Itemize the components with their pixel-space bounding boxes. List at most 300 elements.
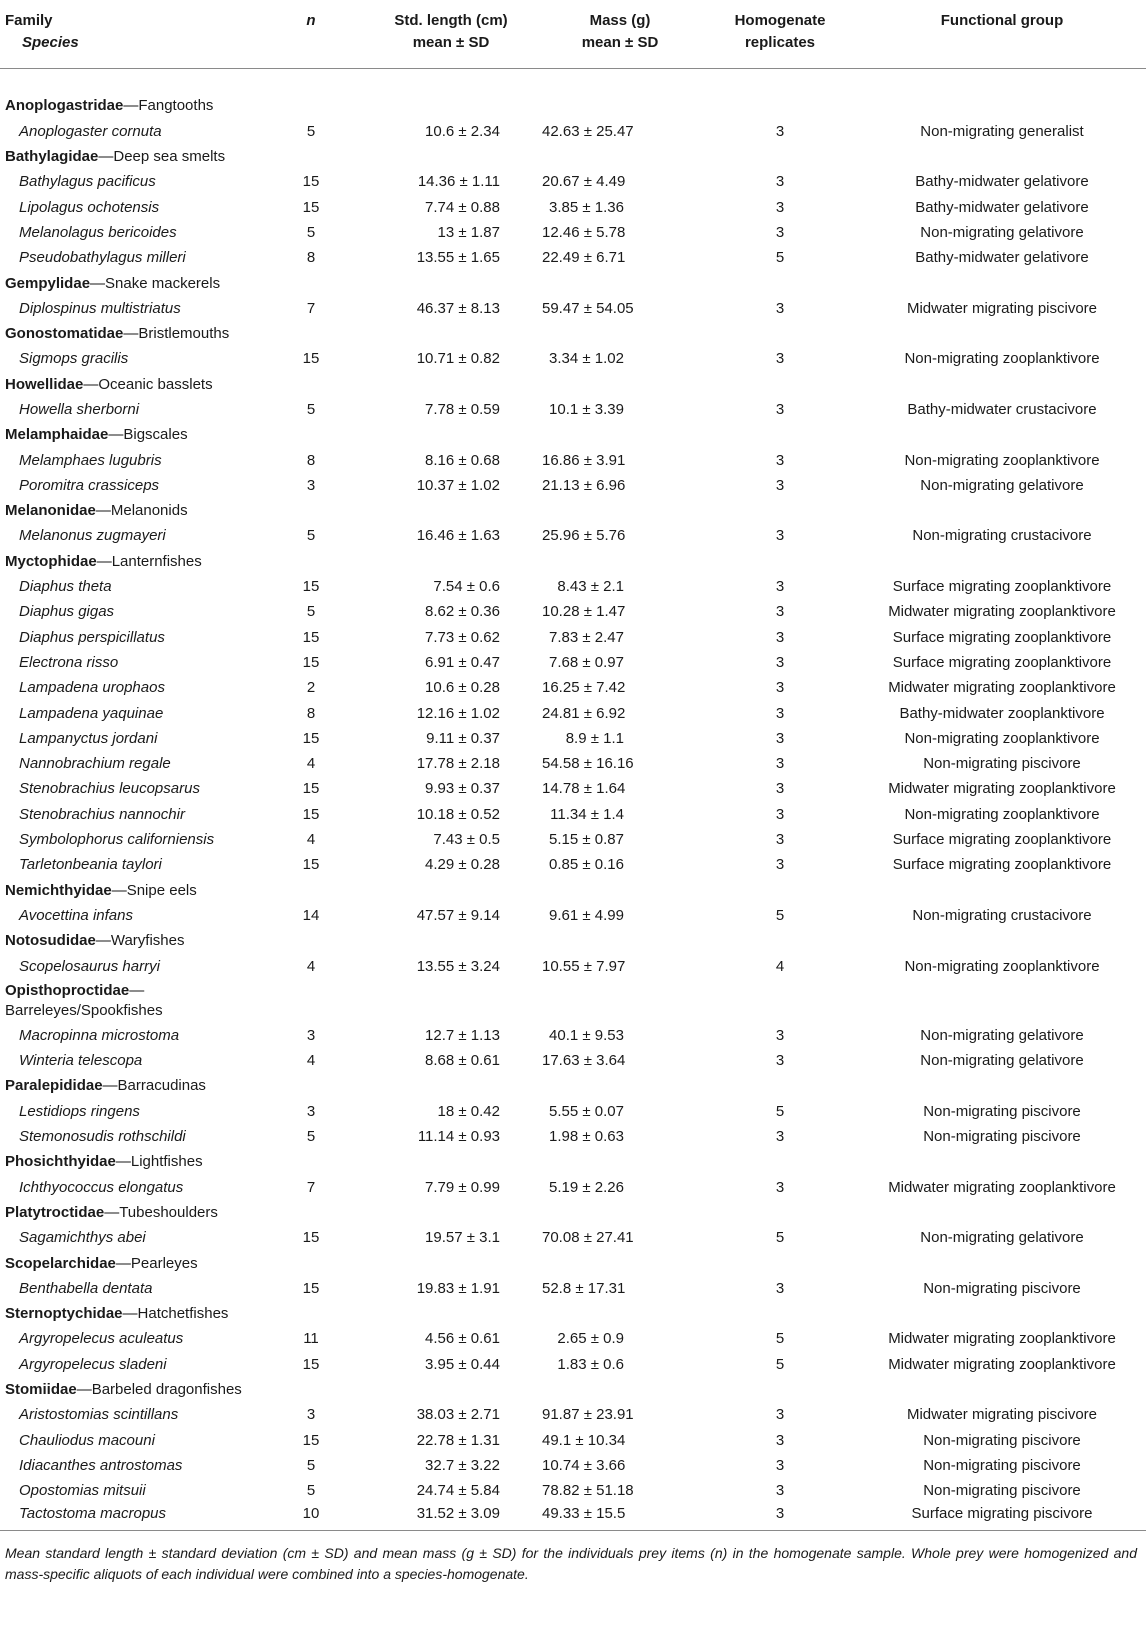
spacer-row	[0, 69, 1146, 94]
length-cell: 13.55 ± 1.65	[416, 249, 500, 267]
species-cell: Lampadena urophaos	[19, 679, 165, 697]
table-row	[0, 1479, 1146, 1504]
functional-group-cell: Non-migrating crustacivore	[912, 906, 1092, 924]
table-row	[0, 296, 1146, 321]
length-cell: 8.62 ± 0.36	[425, 603, 500, 621]
table-row	[0, 1048, 1146, 1073]
family-name: Gonostomatidae	[5, 325, 124, 343]
species-cell: Diaphus theta	[19, 578, 112, 596]
length-cell: 10.71 ± 0.82	[416, 350, 500, 368]
table-row	[0, 1124, 1146, 1149]
n-cell: 5	[306, 1456, 316, 1474]
mass-cell: 25.96 ± 5.76	[542, 527, 626, 545]
n-cell: 3	[306, 1102, 316, 1120]
replicates-cell: 3	[775, 1052, 785, 1070]
table-row	[0, 195, 1146, 220]
mass-cell: 2.65 ± 0.9	[557, 1330, 624, 1348]
family-name: Opisthoproctidae	[5, 982, 130, 1000]
table-body	[0, 69, 1146, 1531]
functional-group-cell: Surface migrating zooplanktivore	[892, 653, 1112, 671]
length-cell: 3.95 ± 0.44	[425, 1355, 500, 1373]
species-cell: Idiacanthes antrostomas	[19, 1456, 183, 1474]
species-cell: Opostomias mitsuii	[19, 1482, 146, 1500]
length-cell: 12.16 ± 1.02	[416, 704, 500, 722]
n-cell: 4	[306, 1052, 316, 1070]
length-cell: 10.6 ± 0.28	[425, 679, 500, 697]
n-cell: 7	[306, 299, 316, 317]
functional-group-cell: Non-migrating gelativore	[920, 476, 1084, 494]
mass-cell: 10.28 ± 1.47	[542, 603, 626, 621]
species-cell: Diaphus gigas	[19, 603, 115, 621]
n-cell: 5	[306, 1482, 316, 1500]
header-n-label: n	[306, 12, 316, 29]
n-cell: 15	[302, 780, 320, 798]
species-cell: Melanonus zugmayeri	[19, 527, 166, 545]
functional-group-cell: Midwater migrating piscivore	[906, 299, 1098, 317]
species-cell: Electrona risso	[19, 653, 119, 671]
family-name: Myctophidae	[5, 552, 97, 570]
family-name: Sternoptychidae	[5, 1305, 123, 1323]
length-cell: 13 ± 1.87	[437, 223, 500, 241]
mass-cell: 20.67 ± 4.49	[542, 173, 626, 191]
family-common-name: —Deep sea smelts	[98, 148, 226, 166]
table-row	[0, 853, 1146, 878]
replicates-cell: 3	[775, 527, 785, 545]
functional-group-cell: Midwater migrating zooplanktivore	[888, 1330, 1116, 1348]
functional-group-cell: Bathy-midwater zooplanktivore	[899, 704, 1105, 722]
table-row	[0, 954, 1146, 979]
mass-cell: 7.68 ± 0.97	[549, 653, 624, 671]
n-cell: 8	[306, 451, 316, 469]
replicates-cell: 5	[775, 1229, 785, 1247]
functional-group-cell: Midwater migrating zooplanktivore	[888, 679, 1116, 697]
species-cell: Diaphus perspicillatus	[19, 628, 165, 646]
family-cell	[0, 1074, 1146, 1099]
header-n	[258, 0, 364, 69]
replicates-cell: 3	[775, 603, 785, 621]
functional-group-cell: Bathy-midwater gelativore	[915, 198, 1089, 216]
family-common-name: —Barbeled dragonfishes	[76, 1380, 242, 1398]
species-cell: Pseudobathylagus milleri	[19, 249, 186, 267]
family-cell	[0, 1150, 1146, 1175]
family-common-name: —Lanternfishes	[96, 552, 202, 570]
replicates-cell: 3	[775, 1279, 785, 1297]
table-row	[0, 1226, 1146, 1251]
species-cell: Stemonosudis rothschildi	[19, 1128, 186, 1146]
n-cell: 10	[258, 1504, 364, 1531]
header-functional-group	[858, 0, 1146, 69]
family-cell	[0, 94, 1146, 119]
species-cell: Aristostomias scintillans	[19, 1406, 179, 1424]
length-cell: 8.68 ± 0.61	[425, 1052, 500, 1070]
species-cell: Benthabella dentata	[19, 1279, 153, 1297]
replicates-cell: 3	[775, 653, 785, 671]
length-cell: 7.79 ± 0.99	[425, 1178, 500, 1196]
family-row	[0, 878, 1146, 903]
family-cell	[0, 878, 1146, 903]
length-cell: 9.93 ± 0.37	[425, 780, 500, 798]
replicates-cell: 3	[775, 198, 785, 216]
header-family-label: Family	[5, 12, 53, 29]
species-cell: Poromitra crassiceps	[19, 476, 160, 494]
header-functional-label: Functional group	[940, 12, 1064, 29]
species-cell: Sagamichthys abei	[19, 1229, 146, 1247]
functional-group-cell: Bathy-midwater gelativore	[915, 173, 1089, 191]
family-cell	[0, 1377, 1146, 1402]
n-cell: 3	[306, 1406, 316, 1424]
species-cell: Bathylagus pacificus	[19, 173, 156, 191]
table-row	[0, 903, 1146, 928]
family-cell	[0, 549, 1146, 574]
length-cell: 7.74 ± 0.88	[425, 198, 500, 216]
species-cell: Melanolagus bericoides	[19, 223, 177, 241]
family-cell	[0, 144, 1146, 169]
mass-cell: 52.8 ± 17.31	[542, 1279, 626, 1297]
functional-group-cell: Midwater migrating zooplanktivore	[888, 603, 1116, 621]
species-cell: Winteria telescopa	[19, 1052, 143, 1070]
family-name: Phosichthyidae	[5, 1153, 116, 1171]
table-row	[0, 827, 1146, 852]
family-cell	[0, 1200, 1146, 1225]
mass-cell: 8.43 ± 2.1	[557, 578, 624, 596]
functional-group-cell: Non-migrating piscivore	[923, 1102, 1081, 1120]
replicates-cell: 3	[775, 704, 785, 722]
family-row	[0, 1200, 1146, 1225]
mass-cell: 22.49 ± 6.71	[542, 249, 626, 267]
n-cell: 4	[306, 755, 316, 773]
mass-cell: 42.63 ± 25.47	[542, 122, 634, 140]
table-row	[0, 574, 1146, 599]
table-row	[0, 701, 1146, 726]
length-cell: 19.57 ± 3.1	[425, 1229, 500, 1247]
length-cell: 19.83 ± 1.91	[416, 1279, 500, 1297]
length-cell: 22.78 ± 1.31	[416, 1431, 500, 1449]
n-cell: 15	[302, 856, 320, 874]
n-cell: 4	[306, 831, 316, 849]
functional-group-cell: Midwater migrating zooplanktivore	[888, 780, 1116, 798]
table-row	[0, 347, 1146, 372]
replicates-cell: 3	[775, 299, 785, 317]
length-cell: 46.37 ± 8.13	[416, 299, 500, 317]
functional-group-cell: Bathy-midwater gelativore	[915, 249, 1089, 267]
header-mass-label: Mass (g)	[589, 12, 651, 29]
header-homogenate-sub: replicates	[744, 34, 816, 51]
species-cell: Argyropelecus aculeatus	[19, 1330, 184, 1348]
mass-cell: 5.19 ± 2.26	[549, 1178, 624, 1196]
mass-cell: 17.63 ± 3.64	[542, 1052, 626, 1070]
table-row	[0, 726, 1146, 751]
table-row	[0, 752, 1146, 777]
header-homogenate	[702, 0, 858, 69]
family-cell	[0, 499, 1146, 524]
functional-group-cell: Non-migrating gelativore	[920, 223, 1084, 241]
n-cell: 15	[302, 628, 320, 646]
functional-group-cell: Non-migrating piscivore	[923, 755, 1081, 773]
length-cell: 32.7 ± 3.22	[425, 1456, 500, 1474]
replicates-cell: 3	[775, 1128, 785, 1146]
mass-cell: 3.34 ± 1.02	[549, 350, 624, 368]
mass-cell: 1.83 ± 0.6	[557, 1355, 624, 1373]
family-row	[0, 1150, 1146, 1175]
header-length	[364, 0, 538, 69]
species-cell: Tactostoma macropus	[0, 1504, 258, 1531]
table-row	[0, 220, 1146, 245]
header-mass-sub: mean ± SD	[581, 34, 659, 51]
table-row	[0, 473, 1146, 498]
mass-cell: 54.58 ± 16.16	[542, 755, 634, 773]
functional-group-cell: Non-migrating zooplanktivore	[904, 451, 1100, 469]
species-cell: Avocettina infans	[19, 906, 133, 924]
replicates-cell: 3	[775, 401, 785, 418]
family-row	[0, 549, 1146, 574]
mass-cell: 0.85 ± 0.16	[549, 856, 624, 874]
family-row	[0, 423, 1146, 448]
mass-cell: 5.55 ± 0.07	[549, 1102, 624, 1120]
family-common-name: —Oceanic basslets	[83, 375, 213, 393]
family-row	[0, 929, 1146, 954]
family-common-name: —Lightfishes	[115, 1153, 203, 1171]
functional-group-cell: Non-migrating piscivore	[923, 1128, 1081, 1146]
mass-cell: 78.82 ± 51.18	[542, 1482, 634, 1500]
species-cell: Stenobrachius leucopsarus	[19, 780, 200, 798]
n-cell: 15	[302, 350, 320, 368]
functional-group-cell: Non-migrating generalist	[920, 122, 1084, 140]
table-footnote: Mean standard length ± standard deviation (cm ± SD) and mean mass (g ± SD) for the individuals prey items (n) in the homogenate sample. Whole prey were homogenized and mass-specific aliquots of each individual were combined into a species-homogenate.	[5, 1545, 1137, 1582]
functional-group-cell: Non-migrating piscivore	[923, 1431, 1081, 1449]
functional-group-cell: Non-migrating piscivore	[923, 1482, 1081, 1500]
functional-group-cell: Surface migrating zooplanktivore	[892, 578, 1112, 596]
length-cell: 16.46 ± 1.63	[416, 527, 500, 545]
family-common-name: —Waryfishes	[95, 932, 185, 950]
family-row	[0, 1074, 1146, 1099]
replicates-cell: 3	[775, 173, 785, 191]
n-cell: 15	[302, 729, 320, 747]
replicates-cell: 5	[775, 1330, 785, 1348]
mass-cell: 16.86 ± 3.91	[542, 451, 626, 469]
table-row	[0, 676, 1146, 701]
functional-group-cell: Bathy-midwater crustacivore	[907, 401, 1097, 418]
family-cell	[0, 1301, 1146, 1326]
family-row	[0, 271, 1146, 296]
species-cell: Chauliodus macouni	[19, 1431, 155, 1449]
table-row	[0, 448, 1146, 473]
length-cell: 38.03 ± 2.71	[416, 1406, 500, 1424]
n-cell: 5	[306, 122, 316, 140]
length-cell: 10.37 ± 1.02	[416, 476, 500, 494]
mass-cell: 10.55 ± 7.97	[542, 957, 626, 975]
n-cell: 2	[306, 679, 316, 697]
mass-cell: 3.85 ± 1.36	[549, 198, 624, 216]
replicates-cell: 3	[702, 1504, 858, 1531]
family-row	[0, 1251, 1146, 1276]
header-length-sub: mean ± SD	[412, 34, 490, 51]
table-row	[0, 1023, 1146, 1048]
table-row	[0, 397, 1146, 422]
mass-cell: 21.13 ± 6.96	[542, 476, 626, 494]
functional-group-cell: Non-migrating piscivore	[923, 1279, 1081, 1297]
length-cell: 13.55 ± 3.24	[416, 957, 500, 975]
mass-cell: 5.15 ± 0.87	[549, 831, 624, 849]
table-row	[0, 1352, 1146, 1377]
species-cell: Howella sherborni	[19, 401, 140, 418]
table-header	[0, 0, 1146, 69]
table-row	[0, 524, 1146, 549]
family-common-name: —Snake mackerels	[90, 274, 221, 292]
replicates-cell: 5	[775, 1355, 785, 1373]
functional-group-cell: Non-migrating gelativore	[920, 1026, 1084, 1044]
species-cell: Anoplogaster cornuta	[19, 122, 162, 140]
species-cell: Lampanyctus jordani	[19, 729, 158, 747]
family-name: Scopelarchidae	[5, 1254, 116, 1272]
family-common-name: —Tubeshoulders	[104, 1203, 218, 1221]
replicates-cell: 3	[775, 1482, 785, 1500]
table-row	[0, 777, 1146, 802]
n-cell: 15	[302, 198, 320, 216]
mass-cell: 49.1 ± 10.34	[542, 1431, 626, 1449]
length-cell: 11.14 ± 0.93	[417, 1128, 500, 1146]
species-cell: Lampadena yaquinae	[19, 704, 164, 722]
functional-group-cell: Midwater migrating zooplanktivore	[888, 1355, 1116, 1373]
mass-cell: 40.1 ± 9.53	[549, 1026, 624, 1044]
table-row	[0, 1504, 1146, 1531]
n-cell: 8	[306, 249, 316, 267]
table-row	[0, 650, 1146, 675]
replicates-cell: 3	[775, 122, 785, 140]
replicates-cell: 3	[775, 578, 785, 596]
mass-cell: 9.61 ± 4.99	[549, 906, 624, 924]
functional-group-cell: Surface migrating piscivore	[858, 1504, 1146, 1531]
species-cell: Nannobrachium regale	[19, 755, 171, 773]
family-row	[0, 499, 1146, 524]
length-cell: 10.6 ± 2.34	[425, 122, 500, 140]
replicates-cell: 3	[775, 628, 785, 646]
table-row	[0, 246, 1146, 271]
n-cell: 5	[306, 223, 316, 241]
length-cell: 7.54 ± 0.6	[433, 578, 500, 596]
replicates-cell: 3	[775, 1406, 785, 1424]
family-name: Notosudidae	[5, 932, 96, 950]
length-cell: 4.29 ± 0.28	[425, 856, 500, 874]
functional-group-cell: Non-migrating gelativore	[920, 1052, 1084, 1070]
family-name: Paralepididae	[5, 1077, 103, 1095]
header-row	[0, 0, 1146, 69]
species-cell: Macropinna microstoma	[19, 1026, 180, 1044]
header-homogenate-label: Homogenate	[734, 12, 826, 29]
functional-group-cell: Non-migrating zooplanktivore	[904, 350, 1100, 368]
replicates-cell: 3	[775, 856, 785, 874]
family-cell	[0, 271, 1146, 296]
replicates-cell: 3	[775, 1178, 785, 1196]
n-cell: 5	[306, 401, 316, 418]
table-row	[0, 119, 1146, 144]
species-cell: Ichthyococcus elongatus	[19, 1178, 184, 1196]
family-name: Melanonidae	[5, 502, 96, 520]
length-cell: 10.18 ± 0.52	[416, 805, 500, 823]
table-row	[0, 170, 1146, 195]
replicates-cell: 5	[775, 249, 785, 267]
table-row	[0, 1276, 1146, 1301]
species-cell: Tarletonbeania taylori	[19, 856, 162, 874]
species-cell: Diplospinus multistriatus	[19, 299, 181, 317]
family-common-name: —Fangtooths	[123, 97, 214, 115]
replicates-cell: 4	[775, 957, 785, 975]
length-cell: 4.56 ± 0.61	[425, 1330, 500, 1348]
family-common-name: —Bigscales	[108, 426, 188, 444]
family-name: Stomiidae	[5, 1380, 77, 1398]
replicates-cell: 3	[775, 1456, 785, 1474]
family-name: Melamphaidae	[5, 426, 109, 444]
family-row	[0, 94, 1146, 119]
replicates-cell: 3	[775, 1026, 785, 1044]
family-row	[0, 979, 1146, 1023]
family-common-name: —Hatchetfishes	[122, 1305, 229, 1323]
family-common-name: —Bristlemouths	[123, 325, 230, 343]
mass-cell: 70.08 ± 27.41	[542, 1229, 634, 1247]
table-row	[0, 1453, 1146, 1478]
family-name: Gempylidae	[5, 274, 91, 292]
family-cell	[0, 929, 1146, 954]
replicates-cell: 3	[775, 780, 785, 798]
n-cell: 8	[306, 704, 316, 722]
family-common-name: —Barracudinas	[102, 1077, 206, 1095]
family-cell	[0, 372, 1146, 397]
replicates-cell: 5	[775, 1102, 785, 1120]
family-cell	[0, 979, 258, 1023]
replicates-cell: 3	[775, 451, 785, 469]
n-cell: 5	[306, 527, 316, 545]
replicates-cell: 3	[775, 350, 785, 368]
n-cell: 15	[302, 1229, 320, 1247]
mass-cell: 59.47 ± 54.05	[542, 299, 634, 317]
functional-group-cell: Non-migrating zooplanktivore	[904, 729, 1100, 747]
species-cell: Scopelosaurus harryi	[19, 957, 160, 975]
mass-cell: 16.25 ± 7.42	[542, 679, 626, 697]
replicates-cell: 3	[775, 1431, 785, 1449]
length-cell: 6.91 ± 0.47	[425, 653, 500, 671]
mass-cell: 10.74 ± 3.66	[542, 1456, 626, 1474]
family-cell	[0, 1251, 1146, 1276]
length-cell: 7.78 ± 0.59	[425, 401, 500, 418]
family-row	[0, 1377, 1146, 1402]
n-cell: 15	[302, 173, 320, 191]
n-cell: 11	[303, 1330, 319, 1348]
n-cell: 15	[302, 1431, 320, 1449]
n-cell: 7	[306, 1178, 316, 1196]
replicates-cell: 5	[775, 906, 785, 924]
family-row	[0, 144, 1146, 169]
mass-cell: 10.1 ± 3.39	[549, 401, 624, 418]
n-cell: 14	[302, 906, 320, 924]
family-name: Platytroctidae	[5, 1203, 105, 1221]
table-row	[0, 1099, 1146, 1124]
family-name: Howellidae	[5, 375, 84, 393]
mass-cell: 1.98 ± 0.63	[549, 1128, 624, 1146]
header-length-label: Std. length (cm)	[394, 12, 508, 29]
length-cell: 47.57 ± 9.14	[416, 906, 500, 924]
species-cell: Stenobrachius nannochir	[19, 805, 185, 823]
n-cell: 5	[306, 603, 316, 621]
replicates-cell: 3	[775, 223, 785, 241]
length-cell: 12.7 ± 1.13	[425, 1026, 500, 1044]
length-cell: 9.11 ± 0.37	[426, 729, 500, 747]
mass-cell: 8.9 ± 1.1	[565, 729, 624, 747]
mass-cell: 49.33 ± 15.5	[538, 1504, 702, 1531]
replicates-cell: 3	[775, 805, 785, 823]
mass-cell: 12.46 ± 5.78	[542, 223, 626, 241]
species-cell: Symbolophorus californiensis	[19, 831, 215, 849]
length-cell: 17.78 ± 2.18	[416, 755, 500, 773]
species-cell: Lestidiops ringens	[19, 1102, 140, 1120]
